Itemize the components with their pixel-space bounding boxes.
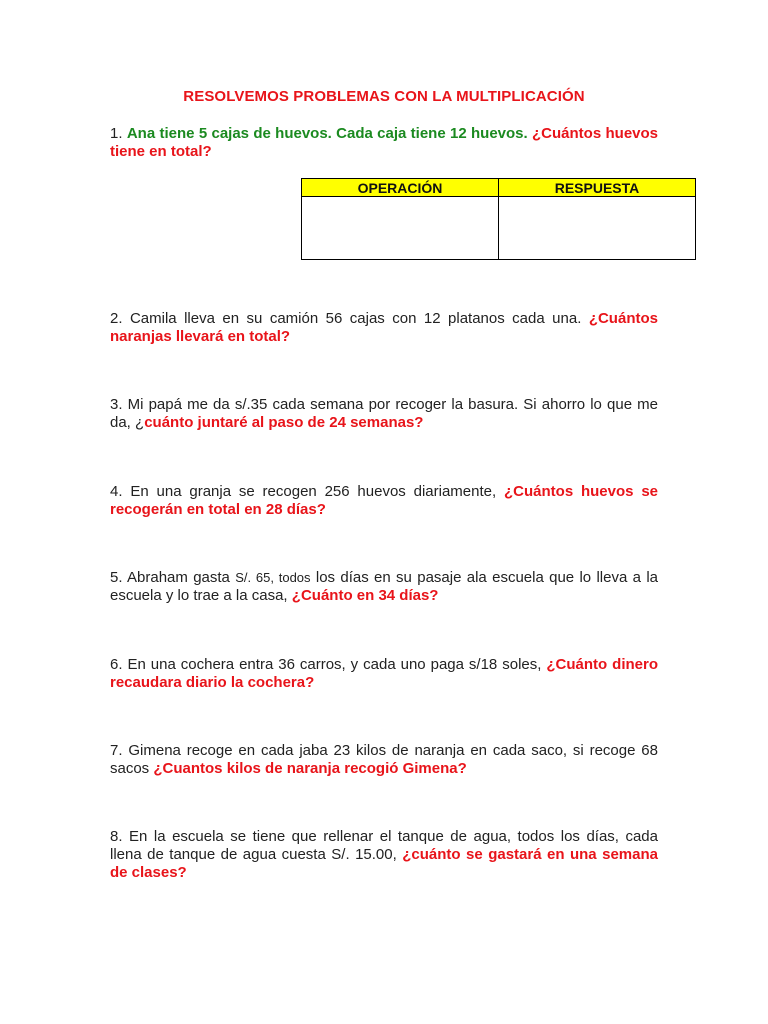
problem-2 [110, 310, 658, 346]
problem-question: ¿Cuánto en 34 días? [291, 587, 439, 604]
problem-statement: Gimena recoge en cada jaba 23 kilos de naranja en cada saco, si recoge 68 sacos [110, 742, 658, 777]
header-respuesta: RESPUESTA [499, 179, 696, 197]
answer-table [301, 178, 696, 260]
problem-statement: En una cochera entra 36 carros, y cada uno paga s/18 soles, [127, 656, 542, 673]
operation-cell[interactable] [302, 197, 499, 260]
problem-number: 7. [110, 742, 123, 759]
problem-question: ¿Cuántos huevos tiene en total? [110, 125, 659, 160]
problem-4 [110, 483, 658, 519]
problem-1 [110, 125, 658, 161]
problem-number: 3. [110, 396, 123, 413]
problem-question: ¿Cuántos naranjas llevará en total? [110, 310, 658, 345]
problem-3 [110, 396, 658, 432]
problem-statement-amount: S/. 65, todos [235, 570, 311, 585]
problem-statement-b: los días en su pasaje ala escuela que lo lleva a la escuela y lo trae a la casa, [110, 569, 658, 604]
problem-5 [110, 569, 658, 605]
problem-number: 5. [110, 569, 123, 586]
problem-number: 6. [110, 656, 123, 673]
problem-number: 1. [110, 125, 123, 142]
header-operacion: OPERACIÓN [302, 179, 499, 197]
problem-question: ¿Cuantos kilos de naranja recogió Gimena? [153, 760, 467, 777]
problem-statement-a: Abraham gasta [127, 569, 230, 586]
problem-statement: Mi papá me da s/.35 cada semana por recoger la basura. Si ahorro lo que me da, ¿ [110, 396, 659, 431]
problem-statement: En una granja se recogen 256 huevos diariamente, [130, 483, 497, 500]
problem-question: ¿Cuántos huevos se recogerán en total en 28 días? [110, 483, 659, 518]
problem-question: ¿cuánto se gastará en una semana de clases? [110, 846, 658, 881]
problem-question: cuánto juntaré al paso de 24 semanas? [144, 414, 424, 431]
problem-question: ¿Cuánto dinero recaudara diario la cochera? [110, 656, 659, 691]
problem-7 [110, 742, 658, 778]
problem-number: 2. [110, 310, 123, 327]
worksheet-title: RESOLVEMOS PROBLEMAS CON LA MULTIPLICACIÓN [183, 88, 585, 105]
problem-statement: Camila lleva en su camión 56 cajas con 12 platanos cada una. [129, 310, 582, 327]
problem-8 [110, 828, 658, 882]
problem-6 [110, 656, 658, 692]
answer-cell[interactable] [499, 197, 696, 260]
problem-statement: En la escuela se tiene que rellenar el tanque de agua, todos los días, cada llena de tanque de agua cuesta S/. 15.00, [110, 828, 658, 863]
problem-statement: Ana tiene 5 cajas de huevos. Cada caja tiene 12 huevos. [126, 125, 528, 142]
problem-number: 8. [110, 828, 123, 845]
problem-number: 4. [110, 483, 123, 500]
